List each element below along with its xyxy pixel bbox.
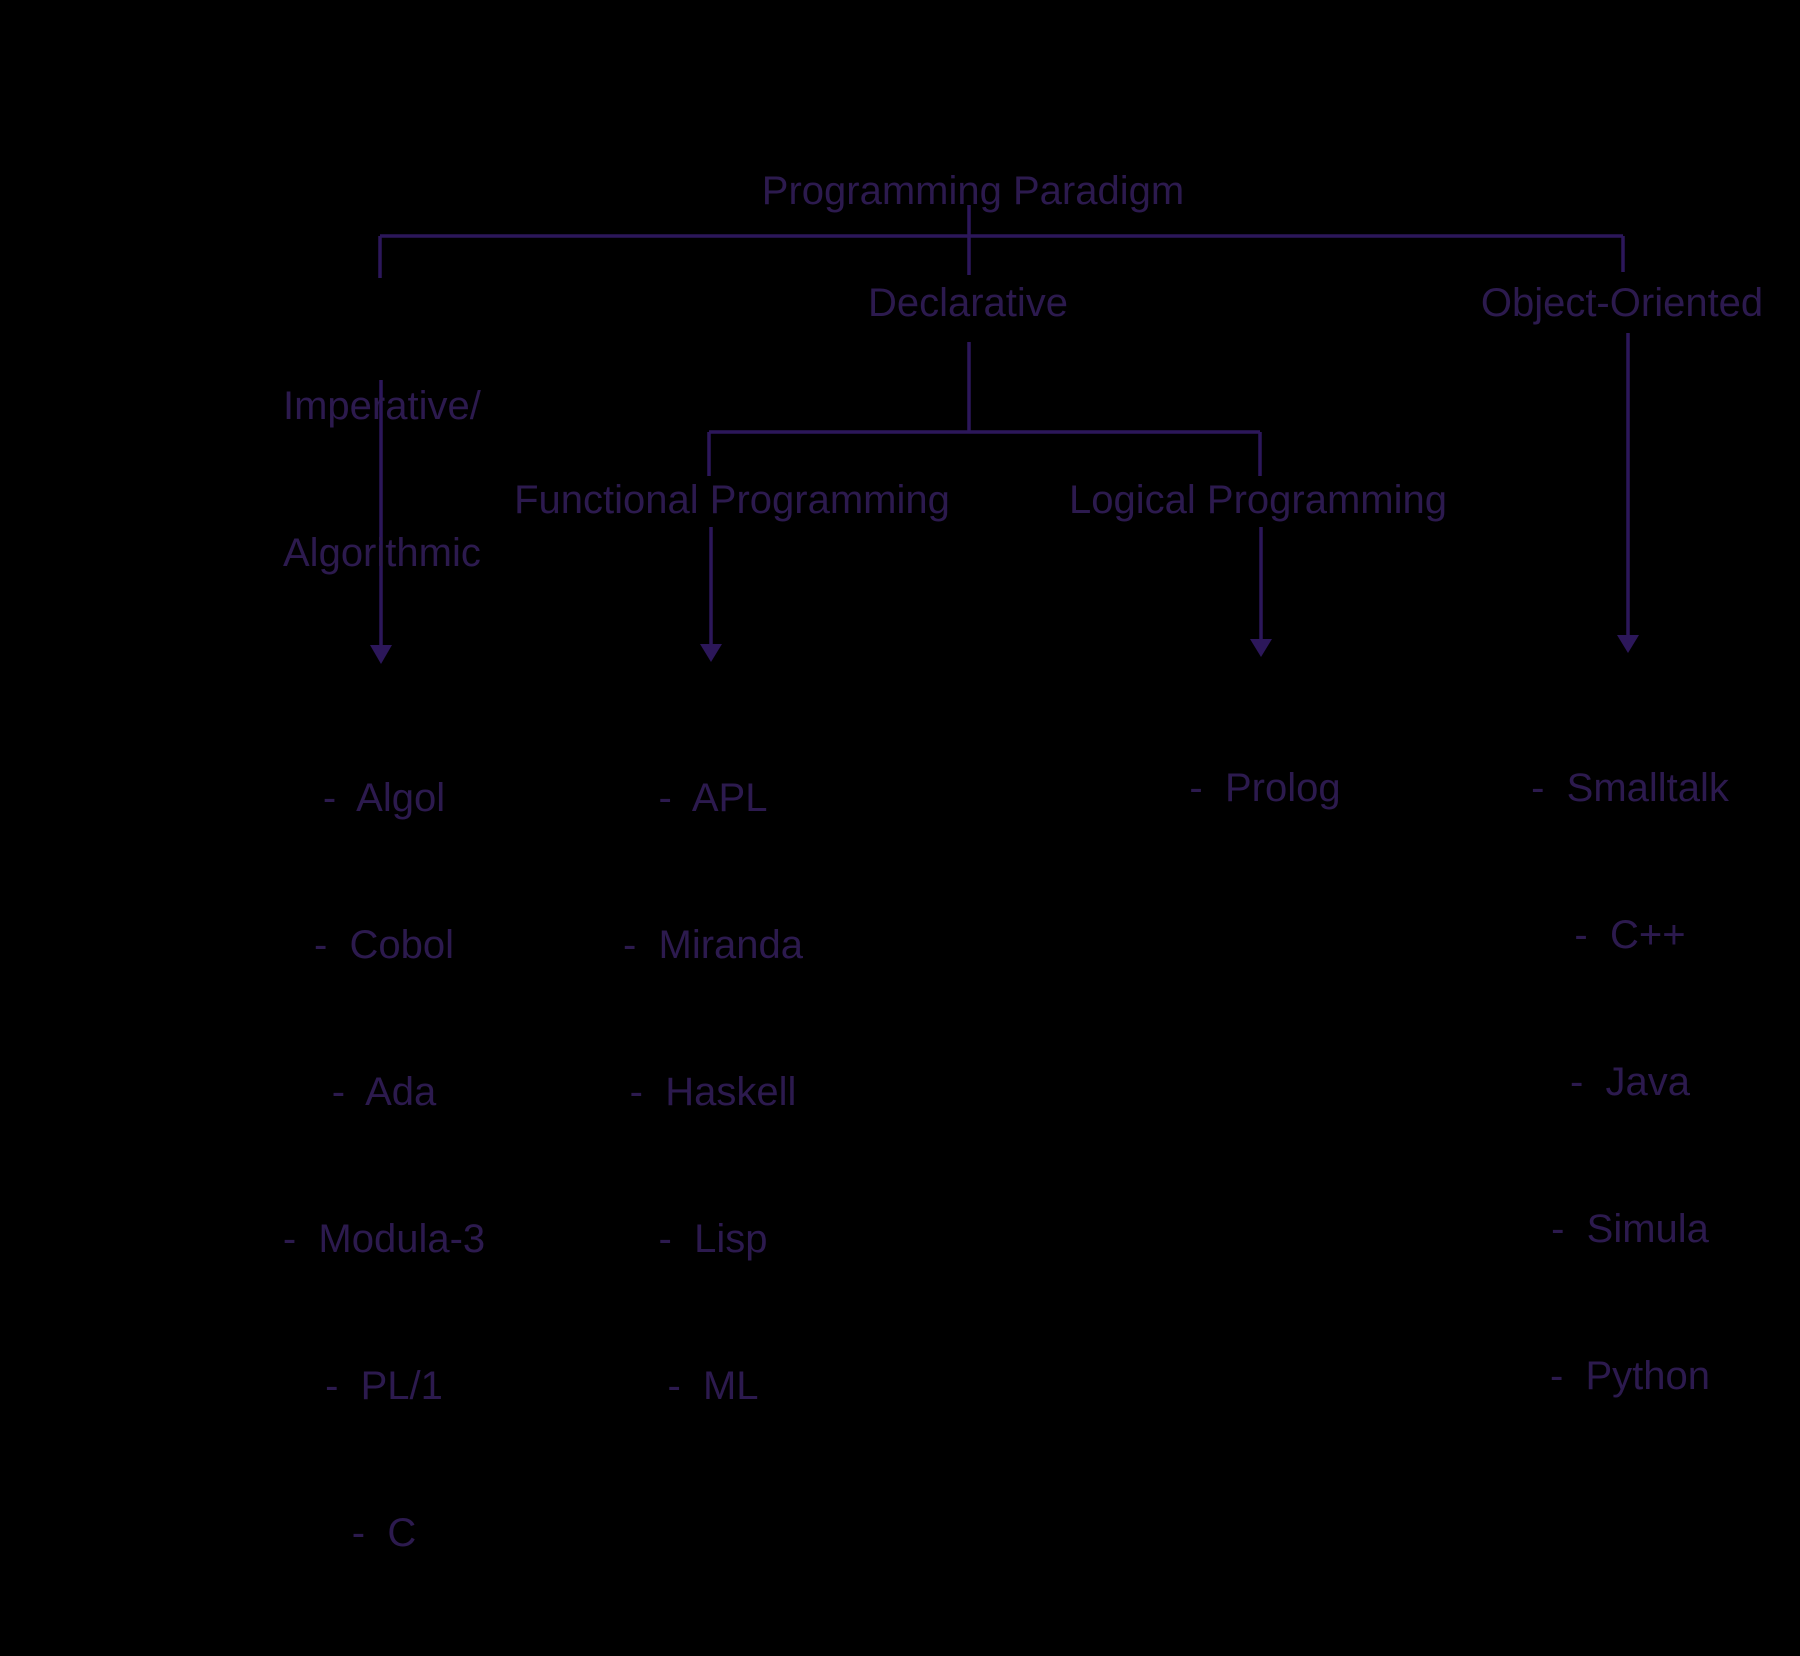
language-item: - PL/1 (325, 1364, 443, 1408)
node-functional-programming: Functional Programming (514, 478, 950, 522)
object-oriented-arrowhead-icon (1617, 635, 1639, 653)
language-item: - Lisp (658, 1217, 768, 1261)
language-item: - C (351, 1511, 417, 1555)
node-programming-paradigm: Programming Paradigm (761, 169, 1185, 213)
language-item: - Simula (1551, 1207, 1709, 1251)
functional-arrowhead-icon (700, 644, 722, 662)
node-declarative: Declarative (867, 281, 1069, 325)
language-item: - Prolog (1189, 766, 1341, 810)
node-logical-programming: Logical Programming (1069, 478, 1447, 522)
node-imperative-algorithmic (283, 284, 481, 676)
language-item: - Java (1569, 1060, 1691, 1104)
language-item: - Smalltalk (1531, 766, 1729, 810)
language-item: - Algol (322, 776, 446, 820)
language-item: - Haskell (629, 1070, 797, 1114)
language-list-functional (623, 676, 803, 1509)
language-item: - Ada (331, 1070, 437, 1114)
language-list-object-oriented (1531, 666, 1729, 1499)
language-item: - C++ (1574, 913, 1686, 957)
node-object-oriented: Object-Oriented (1480, 281, 1764, 325)
language-list-imperative (283, 676, 485, 1656)
imperative-label-line2: Algorithmic (283, 531, 481, 575)
language-item: - Python (1549, 1354, 1711, 1398)
language-item: - Cobol (313, 923, 455, 967)
language-item: - Modula-3 (282, 1217, 486, 1261)
language-item: - ML (667, 1364, 759, 1408)
language-list-logical (1189, 666, 1340, 911)
imperative-label-line1: Imperative/ (283, 384, 481, 428)
language-item: - Miranda (622, 923, 804, 967)
logical-arrowhead-icon (1250, 639, 1272, 657)
language-item: - APL (658, 776, 768, 820)
